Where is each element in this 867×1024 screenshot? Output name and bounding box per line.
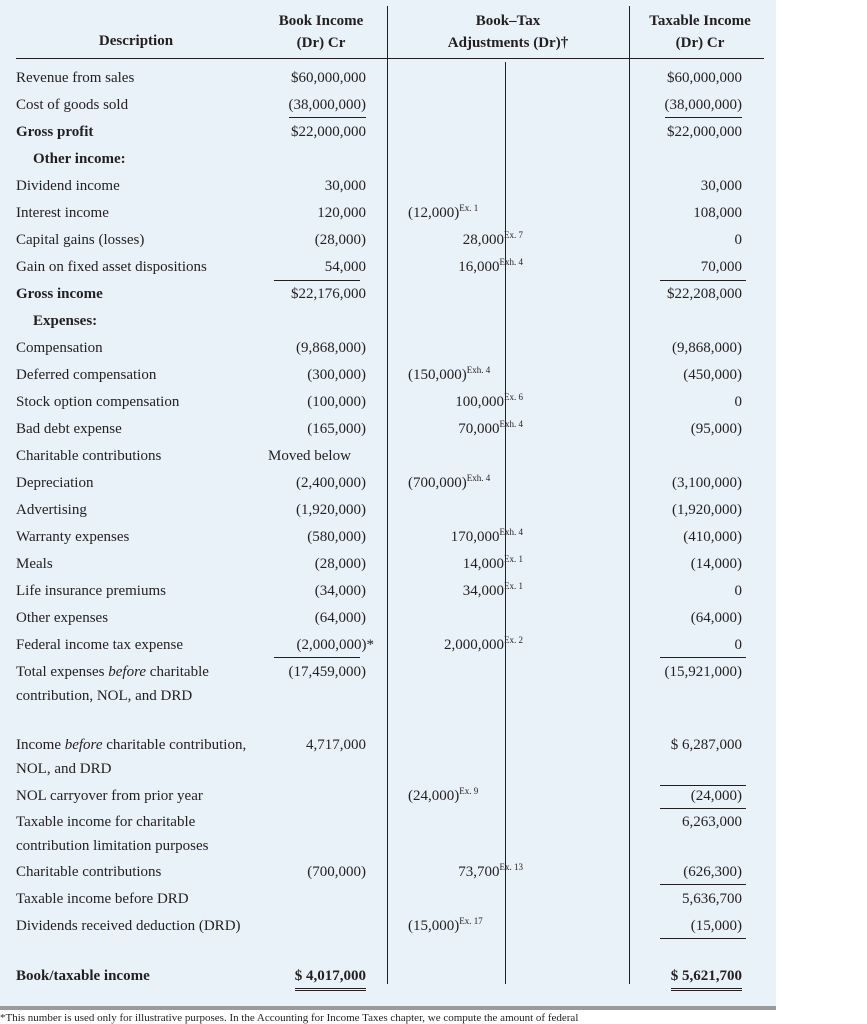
adjustment-amount: 2,000,000 — [444, 637, 504, 653]
adjustment-debit — [408, 784, 478, 808]
book-value: (580,000) — [307, 529, 366, 545]
taxable-value: $60,000,000 — [667, 70, 742, 86]
book-value: (165,000) — [307, 421, 366, 437]
col-divider-3-top — [629, 6, 630, 62]
adjustment-amount: 34,000 — [462, 583, 504, 599]
row-label: Deferred compensation — [16, 367, 157, 383]
header-book-line2: (Dr) Cr — [296, 35, 346, 51]
header-taxable-income — [630, 10, 770, 68]
row-label: Other expenses — [16, 610, 109, 626]
example-reference: Exh. 4 — [466, 473, 491, 483]
row-label: Warranty expenses — [16, 529, 130, 545]
book-note: Moved below — [268, 448, 351, 464]
section-heading: Expenses: — [33, 313, 98, 329]
adjustment-amount: 16,000 — [458, 259, 500, 275]
taxable-value: 0 — [734, 394, 742, 410]
label-part: Total expenses — [16, 664, 109, 680]
header-adj-line1: Book–Tax — [475, 13, 541, 29]
row-label: Advertising — [16, 502, 87, 518]
taxable-value: 0 — [734, 232, 742, 248]
header-adj-line2: Adjustments (Dr)† — [447, 35, 569, 51]
taxable-subtotal-rule — [660, 808, 746, 809]
row-label: Interest income — [16, 205, 109, 221]
taxable-value: $22,000,000 — [667, 124, 742, 140]
book-value: (17,459,000) — [288, 664, 366, 680]
row-label — [16, 660, 256, 708]
taxable-value: (15,000) — [690, 918, 742, 934]
taxable-value: (15,921,000) — [664, 664, 742, 680]
label-part: charitable contribution, NOL, and DRD — [16, 737, 247, 777]
row-label: Compensation — [16, 340, 103, 356]
example-reference: Ex. 7 — [504, 230, 523, 240]
taxable-value: 108,000 — [693, 205, 742, 221]
taxable-value: (95,000) — [690, 421, 742, 437]
row-label: Federal income tax expense — [16, 637, 184, 653]
adjustment-credit — [463, 579, 523, 603]
book-value: 54,000 — [324, 259, 366, 275]
adjustment-debit — [408, 363, 490, 387]
adjustment-amount: 28,000 — [462, 232, 504, 248]
book-value: (1,920,000) — [296, 502, 366, 518]
example-reference: Ex. 2 — [504, 635, 523, 645]
adjustment-credit — [458, 417, 523, 441]
row-label: Bad debt expense — [16, 421, 122, 437]
adjustment-amount: 100,000 — [455, 394, 504, 410]
example-reference: Ex. 13 — [499, 862, 523, 872]
header-description-text: Description — [98, 33, 174, 49]
example-reference: Ex. 6 — [504, 392, 523, 402]
taxable-value: 0 — [734, 583, 742, 599]
adjustment-credit — [463, 228, 523, 252]
book-value: (300,000) — [307, 367, 366, 383]
example-reference: Exh. 4 — [499, 527, 523, 537]
row-label: Taxable income for charitable contribution limitation purposes — [16, 814, 209, 854]
row-label: Dividend income — [16, 178, 120, 194]
book-value: (34,000) — [314, 583, 366, 599]
book-subtotal-rule — [274, 657, 360, 658]
adjustment-debit — [408, 201, 478, 225]
col-divider-2 — [505, 62, 506, 984]
adjustment-amount: 70,000 — [458, 421, 500, 437]
taxable-value: (626,300) — [683, 864, 742, 880]
taxable-value: (9,868,000) — [672, 340, 742, 356]
row-label: Cost of goods sold — [16, 97, 129, 113]
adjustment-amount: 73,700 — [458, 864, 500, 880]
label-emphasis: before — [108, 664, 147, 680]
row-label: Life insurance premiums — [16, 583, 166, 599]
footnote: *This number is used only for illustrative purposes. In the Accounting for Income Taxes chapter, we compute the amount of federal — [0, 1012, 579, 1024]
taxable-subtotal-rule — [660, 938, 746, 939]
adjustment-amount: (150,000) — [408, 367, 467, 383]
book-value: (2,000,000)* — [296, 637, 374, 653]
example-reference: Ex. 9 — [459, 786, 479, 796]
row-label: Revenue from sales — [16, 70, 135, 86]
taxable-value: 6,263,000 — [682, 814, 742, 830]
taxable-value: 30,000 — [700, 178, 742, 194]
header-rule — [16, 58, 764, 59]
book-subtotal-rule — [274, 280, 360, 281]
row-label: Depreciation — [16, 475, 94, 491]
taxable-value: (450,000) — [683, 367, 742, 383]
adjustment-amount: (15,000) — [408, 918, 460, 934]
book-value: $22,000,000 — [291, 124, 366, 140]
book-value: (28,000) — [314, 232, 366, 248]
col-divider-1 — [387, 62, 388, 984]
header-book-income — [256, 10, 386, 68]
header-book-line1: Book Income — [278, 13, 364, 29]
adjustment-credit — [455, 390, 523, 414]
taxable-value: $ 6,287,000 — [670, 737, 742, 753]
section-heading: Other income: — [33, 151, 126, 167]
row-label: Taxable income before DRD — [16, 891, 189, 907]
adjustment-amount: (24,000) — [408, 788, 460, 804]
taxable-value: $ 5,621,700 — [671, 964, 742, 991]
label-part: Income — [16, 737, 65, 753]
adjustment-credit — [458, 255, 523, 279]
footer-divider — [0, 1006, 776, 1010]
adjustment-credit — [463, 552, 523, 576]
header-taxable-line1: Taxable Income — [649, 13, 751, 29]
row-label: Charitable contributions — [16, 864, 162, 880]
header-taxable-line2: (Dr) Cr — [675, 35, 725, 51]
taxable-subtotal-rule — [660, 785, 746, 786]
book-value: (100,000) — [307, 394, 366, 410]
adjustment-amount: 170,000 — [450, 529, 500, 545]
taxable-value: (38,000,000) — [665, 93, 743, 118]
example-reference: Ex. 1 — [504, 554, 523, 564]
taxable-value: (24,000) — [690, 788, 742, 804]
adjustment-debit — [408, 471, 490, 495]
taxable-value: (1,920,000) — [672, 502, 742, 518]
adjustment-credit — [444, 633, 523, 657]
book-value: (28,000) — [314, 556, 366, 572]
taxable-value: (64,000) — [690, 610, 742, 626]
row-label: Capital gains (losses) — [16, 232, 145, 248]
label-emphasis: before — [64, 737, 103, 753]
adjustment-credit — [458, 860, 523, 884]
row-label: Charitable contributions — [16, 448, 162, 464]
adjustment-amount: (700,000) — [408, 475, 467, 491]
taxable-value: (410,000) — [683, 529, 742, 545]
label-part: charitable contribution, NOL, and DRD — [16, 664, 209, 704]
example-reference: Exh. 4 — [466, 365, 491, 375]
example-reference: Ex. 1 — [459, 203, 479, 213]
adjustment-credit — [451, 525, 523, 549]
book-value: 30,000 — [324, 178, 366, 194]
row-label: Book/taxable income — [16, 968, 150, 984]
row-label — [16, 733, 256, 781]
row-label: Stock option compensation — [16, 394, 180, 410]
taxable-value: 70,000 — [700, 259, 742, 275]
taxable-value: $22,208,000 — [667, 286, 742, 302]
taxable-value: 5,636,700 — [682, 891, 742, 907]
row-label: Meals — [16, 556, 53, 572]
book-value: $60,000,000 — [291, 70, 366, 86]
row-label: Gross income — [16, 286, 103, 302]
book-value: $22,176,000 — [291, 286, 366, 302]
col-divider-3 — [629, 62, 630, 984]
book-value: 120,000 — [317, 205, 366, 221]
row-label: Gain on fixed asset dispositions — [16, 259, 207, 275]
row-label: NOL carryover from prior year — [16, 788, 203, 804]
book-value: (64,000) — [314, 610, 366, 626]
taxable-value: 0 — [734, 637, 742, 653]
taxable-subtotal-rule — [660, 657, 746, 658]
book-value: (38,000,000) — [289, 93, 367, 118]
adjustment-amount: 14,000 — [462, 556, 504, 572]
col-divider-1-top — [387, 6, 388, 62]
example-reference: Ex. 17 — [459, 916, 483, 926]
example-reference: Ex. 1 — [504, 581, 523, 591]
taxable-value: (14,000) — [690, 556, 742, 572]
book-value: (700,000) — [307, 864, 366, 880]
adjustment-debit — [408, 914, 483, 938]
header-adjustments — [387, 10, 629, 68]
book-value: 4,717,000 — [306, 737, 366, 753]
adjustment-amount: (12,000) — [408, 205, 460, 221]
book-value: (2,400,000) — [296, 475, 366, 491]
book-value: $ 4,017,000 — [295, 964, 366, 991]
row-label: Dividends received deduction (DRD) — [16, 918, 241, 934]
example-reference: Exh. 4 — [499, 419, 523, 429]
row-label: Gross profit — [16, 124, 94, 140]
taxable-subtotal-rule — [660, 884, 746, 885]
taxable-value: (3,100,000) — [672, 475, 742, 491]
book-value: (9,868,000) — [296, 340, 366, 356]
example-reference: Exh. 4 — [499, 257, 523, 267]
taxable-subtotal-rule — [660, 280, 746, 281]
